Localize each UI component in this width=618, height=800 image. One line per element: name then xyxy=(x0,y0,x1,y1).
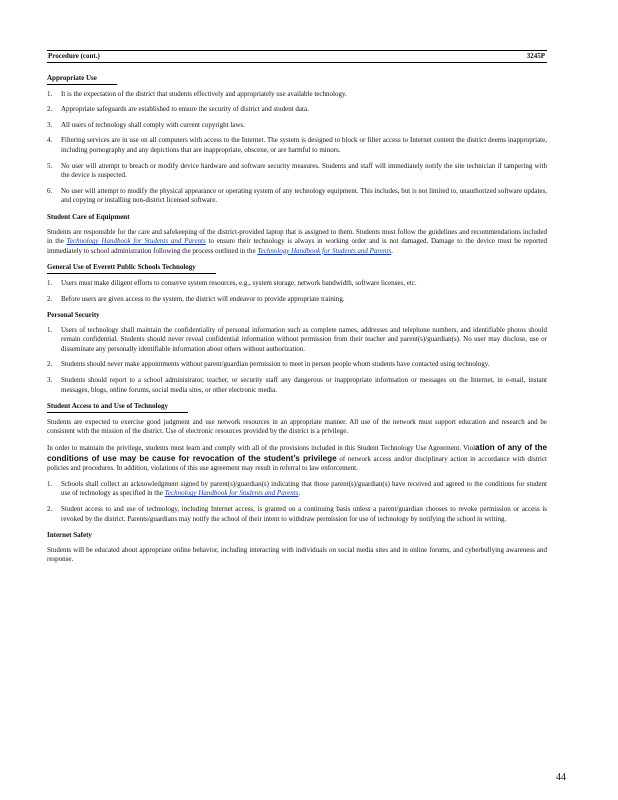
list-item: 2. Students should never make appointments without parent/guardian permission to meet in person people whom students have contacted using technology. xyxy=(47,360,490,369)
section-title-personal-security: Personal Security xyxy=(47,311,100,320)
section-title-internet-safety: Internet Safety xyxy=(47,531,92,540)
header-title: Procedure (cont.) xyxy=(48,52,100,60)
student-care-paragraph: Students are responsible for the care and safekeeping of the district-provided laptop that is assigned to them. Students must follow the guidelines and recommendations included in the Technology Handbook for Students and Parents to ensure their technology is always in working order and is not damaged. Damage to the device must be reported immediately to school administration following the process outlined in the Technology Handbook for Students and Parents. xyxy=(47,227,547,255)
document-page xyxy=(47,50,547,571)
list-item: 6. No user will attempt to modify the physical appearance or operating system of any technology equipment. This includes, but is not limited to, unauthorized software updates, and copying or installing non-district licensed software. xyxy=(47,186,547,205)
section-title-general-use: General Use of Everett Public Schools Technology xyxy=(47,263,216,274)
list-item: 4. Filtering services are in use on all computers with access to the Internet. The system is designed to block or filter access to Internet content the district deems inappropriate, including pornography and any depictions that are inappropriate, obscene, or are harmful to minors. xyxy=(47,136,547,154)
general-use-list xyxy=(47,279,547,304)
list-item: 1. It is the expectation of the district that students effectively and appropriately use available technology. xyxy=(47,89,347,98)
handbook-link[interactable]: Technology Handbook for Students and Parents xyxy=(66,237,206,246)
list-item: 1. Users must make diligent efforts to conserve system resources, e.g., system storage, network bandwidth, software licenses, etc. xyxy=(47,278,417,287)
section-title-appropriate-use: Appropriate Use xyxy=(47,74,117,85)
list-item: 2. Student access to and use of technology, including Internet access, is granted on a continuing basis unless a parent/guardian chooses to revoke permission or access is revoked by the district. Parents/guardians may notify the school of their intent to withdraw permission for use of technology by notifying the school in writing. xyxy=(47,505,547,523)
procedure-header xyxy=(47,50,547,63)
list-item: 1. Schools shall collect an acknowledgment signed by parent(s)/guardian(s) indicating that those parent(s)/guardian(s) have received and agreed to the conditions for student use of technology as specified in the Technology Handbook for Students and Parents. xyxy=(47,479,547,498)
list-item: 3. All users of technology shall comply with current copyright laws. xyxy=(47,120,245,129)
personal-security-list xyxy=(47,326,547,396)
page-number: 44 xyxy=(556,772,566,783)
list-item: 2. Before users are given access to the system, the district will endeavor to provide appropriate training. xyxy=(47,294,345,303)
student-access-paragraph-1: Students are expected to exercise good judgment and use network resources in an appropriate manner. All use of the network must support education and research and be consistent with the mission of the district. Use of electronic resources provided by the district is a privilege. xyxy=(47,417,547,436)
policy-number: 3245P xyxy=(526,52,545,60)
list-item: 5. No user will attempt to breach or modify device hardware and software security measures. Students and staff will immediately notify the site technician if tampering with the device is suspected. xyxy=(47,161,547,180)
student-access-list xyxy=(47,480,547,524)
section-title-student-access: Student Access to and Use of Technology xyxy=(47,402,188,413)
internet-safety-paragraph: Students will be educated about appropriate online behavior, including interacting with individuals on social media sites and in online forums, and cyberbullying awareness and response. xyxy=(47,545,547,564)
list-item: 2. Appropriate safeguards are established to ensure the security of district and student data. xyxy=(47,105,309,114)
handbook-link[interactable]: Technology Handbook for Students and Parents xyxy=(164,489,299,498)
student-access-paragraph-2: In order to maintain the privilege, students must learn and comply with all of the provisions included in this Student Technology Use Agreement. Violation of any of the conditions of use may be cause for revocation of the student’s privilege of network access and/or disciplinary action in accordance with district policies and procedures. In addition, violations of this use agreement may result in referral to law enforcement. xyxy=(47,443,547,473)
list-item: 3. Students should report to a school administrator, teacher, or security staff any dangerous or inappropriate information or messages on the Internet, in e-mail, instant messages, blogs, online forums, social media sites, or other electronic media. xyxy=(47,376,547,394)
section-title-student-care: Student Care of Equipment xyxy=(47,212,130,221)
revocation-notice: ation of any of the conditions of use may be cause for revocation of the student’s privilege xyxy=(47,443,547,463)
list-item: 1. Users of technology shall maintain the confidentiality of personal information such as complete names, addresses and telephone numbers, and identifiable photos should remain confidential. Students should never reveal confidential information without permission from their teacher and parent(s)/guardian(s). No user may disclose, use or disseminate any personally identifiable information about others without authorization. xyxy=(47,325,547,353)
appropriate-use-list xyxy=(47,90,547,206)
handbook-link[interactable]: Technology Handbook for Students and Parents xyxy=(257,246,392,255)
